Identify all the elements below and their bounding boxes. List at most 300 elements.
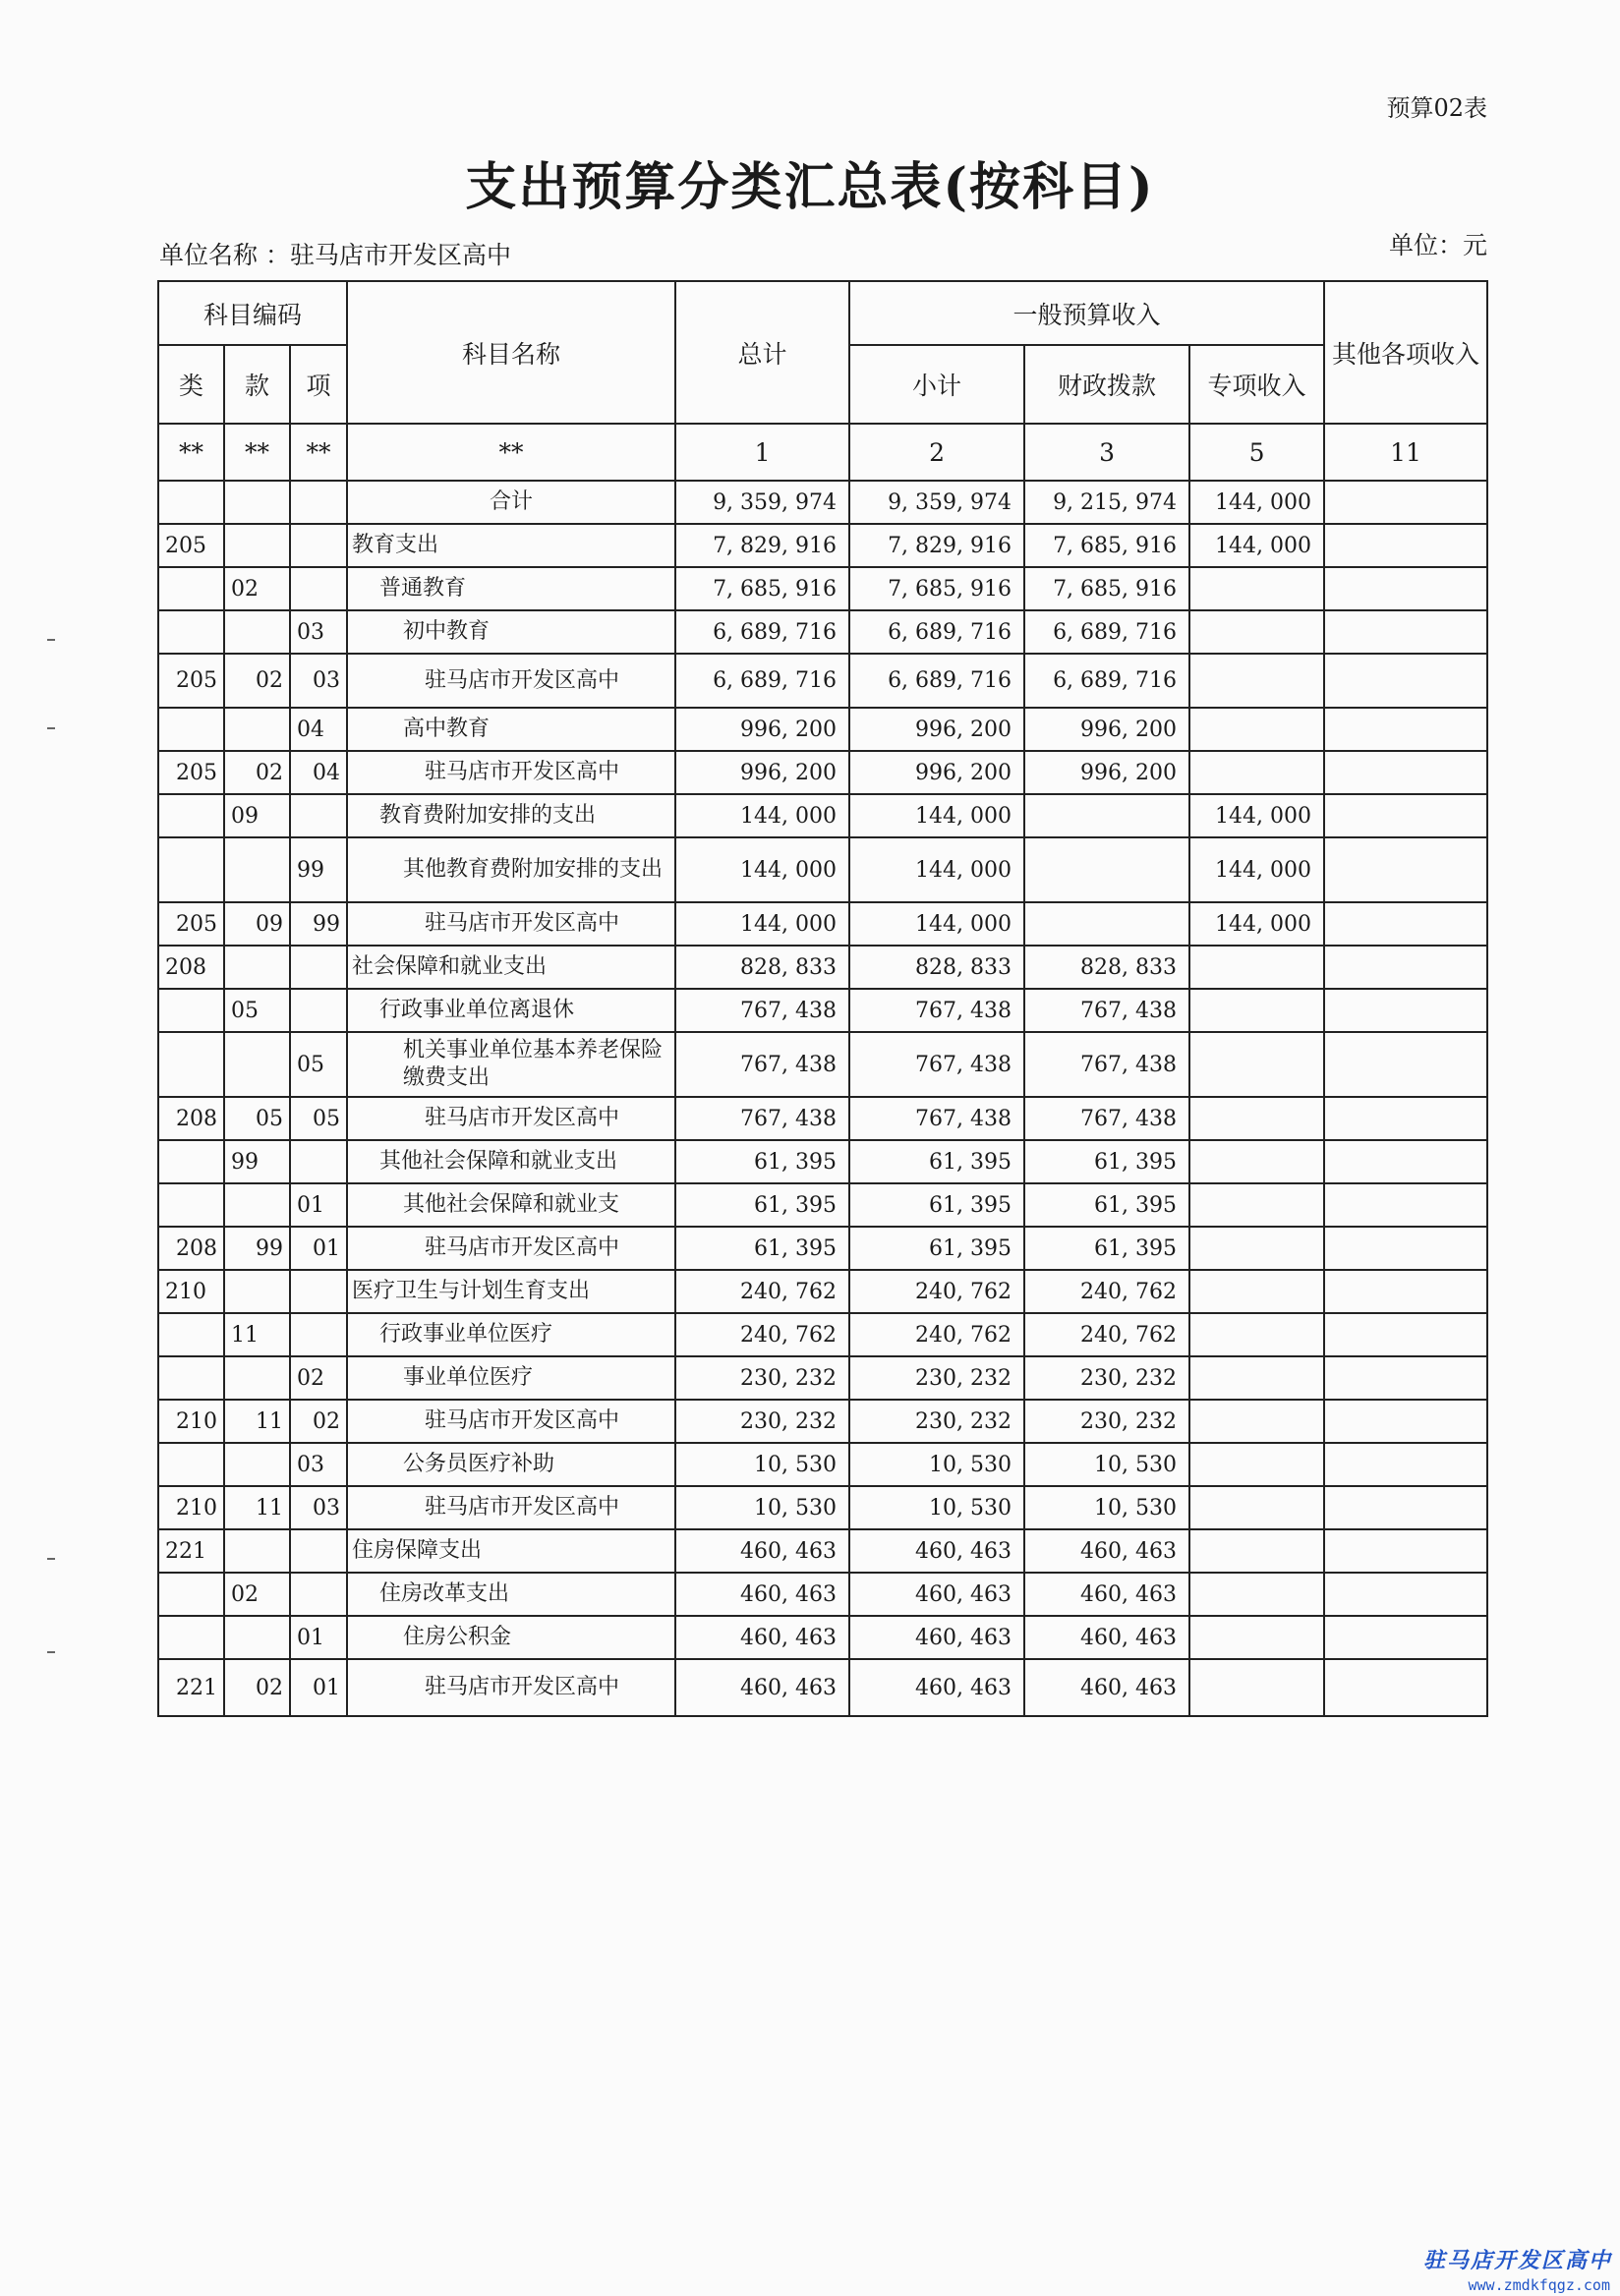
fiscal-cell xyxy=(1024,837,1189,902)
table-row xyxy=(158,837,1487,902)
table-row xyxy=(158,1573,1487,1616)
code-kuan-cell xyxy=(224,481,290,524)
page-title: 支出预算分类汇总表(按科目) xyxy=(465,157,1155,217)
index-xiang: ** xyxy=(290,424,347,481)
code-kuan-cell: 02 xyxy=(224,1573,290,1616)
other-cell xyxy=(1324,989,1487,1032)
code-xiang-cell xyxy=(290,1573,347,1616)
subtotal-cell: 10, 530 xyxy=(849,1443,1024,1486)
special-cell xyxy=(1189,1443,1324,1486)
subtotal-cell: 144, 000 xyxy=(849,837,1024,902)
header-total: 总计 xyxy=(675,281,849,424)
total-cell: 460, 463 xyxy=(675,1573,849,1616)
table-row xyxy=(158,1529,1487,1573)
code-lei-cell xyxy=(158,1443,224,1486)
special-cell xyxy=(1189,1140,1324,1183)
code-xiang-cell xyxy=(290,567,347,610)
header-xiang: 项 xyxy=(290,345,347,424)
header-name: 科目名称 xyxy=(347,281,675,424)
fiscal-cell: 10, 530 xyxy=(1024,1486,1189,1529)
table-row xyxy=(158,610,1487,654)
subject-name-cell: 住房保障支出 xyxy=(347,1529,675,1573)
code-kuan-cell xyxy=(224,1529,290,1573)
special-cell xyxy=(1189,1356,1324,1400)
subject-name-cell: 机关事业单位基本养老保险缴费支出 xyxy=(347,1032,675,1097)
code-xiang-cell xyxy=(290,1140,347,1183)
code-kuan-cell xyxy=(224,1270,290,1313)
code-lei-cell: 208 xyxy=(158,946,224,989)
special-cell xyxy=(1189,1616,1324,1659)
special-cell xyxy=(1189,610,1324,654)
other-cell xyxy=(1324,524,1487,567)
header-fiscal: 财政拨款 xyxy=(1024,345,1189,424)
code-xiang-cell: 02 xyxy=(290,1400,347,1443)
subtotal-cell: 460, 463 xyxy=(849,1573,1024,1616)
total-cell: 230, 232 xyxy=(675,1400,849,1443)
index-kuan: ** xyxy=(224,424,290,481)
code-kuan-cell xyxy=(224,1443,290,1486)
other-cell xyxy=(1324,1573,1487,1616)
scan-mark xyxy=(47,1558,55,1560)
table-row xyxy=(158,524,1487,567)
subject-name-cell: 其他社会保障和就业支 xyxy=(347,1183,675,1227)
total-cell: 10, 530 xyxy=(675,1443,849,1486)
code-xiang-cell: 04 xyxy=(290,751,347,794)
code-lei-cell xyxy=(158,1313,224,1356)
total-cell: 767, 438 xyxy=(675,1032,849,1097)
code-xiang-cell xyxy=(290,524,347,567)
code-xiang-cell xyxy=(290,1529,347,1573)
other-cell xyxy=(1324,902,1487,946)
code-lei-cell: 205 xyxy=(158,751,224,794)
code-xiang-cell: 99 xyxy=(290,837,347,902)
subject-name-cell: 普通教育 xyxy=(347,567,675,610)
code-xiang-cell: 03 xyxy=(290,1486,347,1529)
fiscal-cell: 767, 438 xyxy=(1024,1032,1189,1097)
other-cell xyxy=(1324,1032,1487,1097)
code-xiang-cell xyxy=(290,946,347,989)
subject-name-cell: 初中教育 xyxy=(347,610,675,654)
subject-name-cell: 高中教育 xyxy=(347,708,675,751)
code-xiang-cell: 05 xyxy=(290,1097,347,1140)
other-cell xyxy=(1324,654,1487,708)
subtotal-cell: 460, 463 xyxy=(849,1616,1024,1659)
code-xiang-cell: 01 xyxy=(290,1183,347,1227)
code-kuan-cell: 02 xyxy=(224,751,290,794)
code-kuan-cell xyxy=(224,708,290,751)
code-lei-cell: 208 xyxy=(158,1227,224,1270)
other-cell xyxy=(1324,708,1487,751)
fiscal-cell: 996, 200 xyxy=(1024,708,1189,751)
header-subtotal: 小计 xyxy=(849,345,1024,424)
code-xiang-cell xyxy=(290,989,347,1032)
subtotal-cell: 240, 762 xyxy=(849,1270,1024,1313)
total-cell: 460, 463 xyxy=(675,1616,849,1659)
table-row xyxy=(158,989,1487,1032)
code-lei-cell xyxy=(158,481,224,524)
special-cell xyxy=(1189,1270,1324,1313)
total-cell: 767, 438 xyxy=(675,989,849,1032)
code-xiang-cell xyxy=(290,1270,347,1313)
table-row xyxy=(158,1486,1487,1529)
other-cell xyxy=(1324,567,1487,610)
special-cell xyxy=(1189,946,1324,989)
total-cell: 61, 395 xyxy=(675,1140,849,1183)
total-cell: 7, 829, 916 xyxy=(675,524,849,567)
subtotal-cell: 460, 463 xyxy=(849,1659,1024,1716)
subtotal-cell: 61, 395 xyxy=(849,1183,1024,1227)
subject-name-cell: 行政事业单位离退休 xyxy=(347,989,675,1032)
table-row xyxy=(158,751,1487,794)
code-lei-cell: 210 xyxy=(158,1400,224,1443)
subtotal-cell: 996, 200 xyxy=(849,708,1024,751)
other-cell xyxy=(1324,1227,1487,1270)
index-special: 5 xyxy=(1189,424,1324,481)
fiscal-cell: 9, 215, 974 xyxy=(1024,481,1189,524)
other-cell xyxy=(1324,1529,1487,1573)
special-cell xyxy=(1189,654,1324,708)
code-kuan-cell: 11 xyxy=(224,1486,290,1529)
code-lei-cell: 208 xyxy=(158,1097,224,1140)
subtotal-cell: 6, 689, 716 xyxy=(849,654,1024,708)
special-cell xyxy=(1189,1659,1324,1716)
table-row xyxy=(158,1032,1487,1097)
total-cell: 6, 689, 716 xyxy=(675,654,849,708)
table-row xyxy=(158,1356,1487,1400)
scan-mark xyxy=(47,639,55,641)
table-row xyxy=(158,567,1487,610)
code-kuan-cell xyxy=(224,1356,290,1400)
fiscal-cell xyxy=(1024,794,1189,837)
index-name: ** xyxy=(347,424,675,481)
subject-name-cell: 驻马店市开发区高中 xyxy=(347,1400,675,1443)
table-row xyxy=(158,1443,1487,1486)
code-lei-cell xyxy=(158,708,224,751)
code-xiang-cell: 01 xyxy=(290,1616,347,1659)
other-cell xyxy=(1324,1313,1487,1356)
code-kuan-cell: 09 xyxy=(224,902,290,946)
fiscal-cell: 61, 395 xyxy=(1024,1183,1189,1227)
total-cell: 10, 530 xyxy=(675,1486,849,1529)
scan-mark xyxy=(47,727,55,729)
subject-name-cell: 住房公积金 xyxy=(347,1616,675,1659)
code-kuan-cell xyxy=(224,1616,290,1659)
fiscal-cell: 460, 463 xyxy=(1024,1529,1189,1573)
subject-name-cell: 教育费附加安排的支出 xyxy=(347,794,675,837)
header-special: 专项收入 xyxy=(1189,345,1324,424)
fiscal-cell: 230, 232 xyxy=(1024,1400,1189,1443)
special-cell xyxy=(1189,1313,1324,1356)
special-cell xyxy=(1189,1227,1324,1270)
subtotal-cell: 767, 438 xyxy=(849,1097,1024,1140)
other-cell xyxy=(1324,1616,1487,1659)
subtotal-cell: 828, 833 xyxy=(849,946,1024,989)
subject-name-cell: 合计 xyxy=(347,481,675,524)
code-kuan-cell: 05 xyxy=(224,1097,290,1140)
other-cell xyxy=(1324,837,1487,902)
code-kuan-cell xyxy=(224,1032,290,1097)
code-lei-cell xyxy=(158,794,224,837)
total-cell: 460, 463 xyxy=(675,1659,849,1716)
subject-name-cell: 公务员医疗补助 xyxy=(347,1443,675,1486)
code-lei-cell: 210 xyxy=(158,1270,224,1313)
code-xiang-cell: 01 xyxy=(290,1227,347,1270)
subtotal-cell: 7, 685, 916 xyxy=(849,567,1024,610)
fiscal-cell: 6, 689, 716 xyxy=(1024,654,1189,708)
fiscal-cell: 61, 395 xyxy=(1024,1227,1189,1270)
header-general: 一般预算收入 xyxy=(849,281,1324,345)
subject-name-cell: 其他教育费附加安排的支出 xyxy=(347,837,675,902)
code-xiang-cell: 03 xyxy=(290,610,347,654)
table-row xyxy=(158,481,1487,524)
other-cell xyxy=(1324,946,1487,989)
subject-name-cell: 驻马店市开发区高中 xyxy=(347,1097,675,1140)
code-lei-cell xyxy=(158,1140,224,1183)
code-kuan-cell: 05 xyxy=(224,989,290,1032)
other-cell xyxy=(1324,610,1487,654)
currency-unit: 单位：元 xyxy=(1388,231,1487,259)
code-kuan-cell: 11 xyxy=(224,1313,290,1356)
other-cell xyxy=(1324,794,1487,837)
total-cell: 460, 463 xyxy=(675,1529,849,1573)
total-cell: 240, 762 xyxy=(675,1270,849,1313)
subtotal-cell: 767, 438 xyxy=(849,1032,1024,1097)
code-xiang-cell: 03 xyxy=(290,654,347,708)
code-xiang-cell xyxy=(290,794,347,837)
table-row xyxy=(158,1659,1487,1716)
subject-name-cell: 行政事业单位医疗 xyxy=(347,1313,675,1356)
total-cell: 9, 359, 974 xyxy=(675,481,849,524)
subject-name-cell: 住房改革支出 xyxy=(347,1573,675,1616)
special-cell xyxy=(1189,1529,1324,1573)
special-cell xyxy=(1189,1400,1324,1443)
code-xiang-cell xyxy=(290,481,347,524)
subtotal-cell: 61, 395 xyxy=(849,1227,1024,1270)
subject-name-cell: 驻马店市开发区高中 xyxy=(347,902,675,946)
code-kuan-cell: 11 xyxy=(224,1400,290,1443)
table-row xyxy=(158,946,1487,989)
code-lei-cell xyxy=(158,1356,224,1400)
subject-name-cell: 驻马店市开发区高中 xyxy=(347,1659,675,1716)
fiscal-cell: 996, 200 xyxy=(1024,751,1189,794)
code-kuan-cell: 02 xyxy=(224,567,290,610)
table-row xyxy=(158,1270,1487,1313)
other-cell xyxy=(1324,481,1487,524)
fiscal-cell: 7, 685, 916 xyxy=(1024,524,1189,567)
index-other: 11 xyxy=(1324,424,1487,481)
school-url: www.zmdkfqgz.com xyxy=(1468,2276,1610,2294)
special-cell: 144, 000 xyxy=(1189,481,1324,524)
code-xiang-cell: 02 xyxy=(290,1356,347,1400)
code-kuan-cell: 99 xyxy=(224,1227,290,1270)
special-cell xyxy=(1189,1486,1324,1529)
code-xiang-cell: 99 xyxy=(290,902,347,946)
total-cell: 230, 232 xyxy=(675,1356,849,1400)
other-cell xyxy=(1324,1097,1487,1140)
code-xiang-cell xyxy=(290,1313,347,1356)
code-lei-cell: 221 xyxy=(158,1659,224,1716)
form-number: 预算02表 xyxy=(1386,94,1487,122)
total-cell: 240, 762 xyxy=(675,1313,849,1356)
code-lei-cell xyxy=(158,837,224,902)
subtotal-cell: 460, 463 xyxy=(849,1529,1024,1573)
header-code: 科目编码 xyxy=(158,281,347,345)
special-cell xyxy=(1189,989,1324,1032)
code-kuan-cell: 02 xyxy=(224,654,290,708)
code-lei-cell xyxy=(158,1183,224,1227)
code-kuan-cell: 02 xyxy=(224,1659,290,1716)
code-xiang-cell: 03 xyxy=(290,1443,347,1486)
fiscal-cell: 460, 463 xyxy=(1024,1616,1189,1659)
total-cell: 996, 200 xyxy=(675,708,849,751)
subject-name-cell: 其他社会保障和就业支出 xyxy=(347,1140,675,1183)
subject-name-cell: 社会保障和就业支出 xyxy=(347,946,675,989)
total-cell: 61, 395 xyxy=(675,1183,849,1227)
code-lei-cell: 205 xyxy=(158,654,224,708)
code-lei-cell: 205 xyxy=(158,524,224,567)
other-cell xyxy=(1324,1659,1487,1716)
fiscal-cell: 240, 762 xyxy=(1024,1270,1189,1313)
other-cell xyxy=(1324,1443,1487,1486)
table-row xyxy=(158,1616,1487,1659)
code-xiang-cell: 05 xyxy=(290,1032,347,1097)
subject-name-cell: 医疗卫生与计划生育支出 xyxy=(347,1270,675,1313)
subtotal-cell: 61, 395 xyxy=(849,1140,1024,1183)
special-cell xyxy=(1189,708,1324,751)
special-cell xyxy=(1189,1573,1324,1616)
table-row xyxy=(158,1227,1487,1270)
special-cell xyxy=(1189,567,1324,610)
subject-name-cell: 驻马店市开发区高中 xyxy=(347,1227,675,1270)
special-cell: 144, 000 xyxy=(1189,524,1324,567)
fiscal-cell: 460, 463 xyxy=(1024,1659,1189,1716)
other-cell xyxy=(1324,1183,1487,1227)
other-cell xyxy=(1324,1400,1487,1443)
header-other: 其他各项收入 xyxy=(1324,281,1487,424)
fiscal-cell: 767, 438 xyxy=(1024,1097,1189,1140)
unit-name: 单位名称 ：驻马店市开发区高中 xyxy=(159,241,511,269)
fiscal-cell: 240, 762 xyxy=(1024,1313,1189,1356)
code-lei-cell xyxy=(158,1573,224,1616)
other-cell xyxy=(1324,1486,1487,1529)
fiscal-cell xyxy=(1024,902,1189,946)
subtotal-cell: 7, 829, 916 xyxy=(849,524,1024,567)
subtotal-cell: 144, 000 xyxy=(849,902,1024,946)
fiscal-cell: 460, 463 xyxy=(1024,1573,1189,1616)
subtotal-cell: 10, 530 xyxy=(849,1486,1024,1529)
total-cell: 828, 833 xyxy=(675,946,849,989)
fiscal-cell: 767, 438 xyxy=(1024,989,1189,1032)
index-fiscal: 3 xyxy=(1024,424,1189,481)
special-cell xyxy=(1189,1183,1324,1227)
fiscal-cell: 7, 685, 916 xyxy=(1024,567,1189,610)
code-lei-cell xyxy=(158,567,224,610)
fiscal-cell: 61, 395 xyxy=(1024,1140,1189,1183)
code-kuan-cell xyxy=(224,610,290,654)
table-row xyxy=(158,708,1487,751)
code-lei-cell xyxy=(158,1032,224,1097)
other-cell xyxy=(1324,1140,1487,1183)
special-cell xyxy=(1189,1097,1324,1140)
subtotal-cell: 9, 359, 974 xyxy=(849,481,1024,524)
code-kuan-cell xyxy=(224,1183,290,1227)
total-cell: 767, 438 xyxy=(675,1097,849,1140)
table-row xyxy=(158,1140,1487,1183)
code-lei-cell xyxy=(158,610,224,654)
code-xiang-cell: 01 xyxy=(290,1659,347,1716)
table-row xyxy=(158,1097,1487,1140)
index-lei: ** xyxy=(158,424,224,481)
subject-name-cell: 驻马店市开发区高中 xyxy=(347,751,675,794)
subject-name-cell: 教育支出 xyxy=(347,524,675,567)
subtotal-cell: 230, 232 xyxy=(849,1400,1024,1443)
subject-name-cell: 驻马店市开发区高中 xyxy=(347,1486,675,1529)
table-row xyxy=(158,1183,1487,1227)
budget-table xyxy=(157,280,1488,1717)
table-row xyxy=(158,654,1487,708)
other-cell xyxy=(1324,1270,1487,1313)
scan-mark xyxy=(47,1651,55,1653)
subtotal-cell: 6, 689, 716 xyxy=(849,610,1024,654)
total-cell: 61, 395 xyxy=(675,1227,849,1270)
header-kuan: 款 xyxy=(224,345,290,424)
school-logo-text: 驻马店开发区高中 xyxy=(1422,2248,1612,2273)
fiscal-cell: 6, 689, 716 xyxy=(1024,610,1189,654)
subtotal-cell: 767, 438 xyxy=(849,989,1024,1032)
subtotal-cell: 996, 200 xyxy=(849,751,1024,794)
table-row xyxy=(158,1400,1487,1443)
code-kuan-cell xyxy=(224,524,290,567)
subtotal-cell: 144, 000 xyxy=(849,794,1024,837)
total-cell: 996, 200 xyxy=(675,751,849,794)
fiscal-cell: 230, 232 xyxy=(1024,1356,1189,1400)
table-row xyxy=(158,1313,1487,1356)
fiscal-cell: 828, 833 xyxy=(1024,946,1189,989)
fiscal-cell: 10, 530 xyxy=(1024,1443,1189,1486)
total-cell: 144, 000 xyxy=(675,794,849,837)
index-subtotal: 2 xyxy=(849,424,1024,481)
other-cell xyxy=(1324,1356,1487,1400)
table-row xyxy=(158,794,1487,837)
table-row xyxy=(158,902,1487,946)
code-xiang-cell: 04 xyxy=(290,708,347,751)
code-lei-cell xyxy=(158,989,224,1032)
code-kuan-cell xyxy=(224,946,290,989)
code-lei-cell: 221 xyxy=(158,1529,224,1573)
subtotal-cell: 230, 232 xyxy=(849,1356,1024,1400)
code-kuan-cell: 09 xyxy=(224,794,290,837)
special-cell: 144, 000 xyxy=(1189,902,1324,946)
total-cell: 7, 685, 916 xyxy=(675,567,849,610)
code-kuan-cell: 99 xyxy=(224,1140,290,1183)
subject-name-cell: 事业单位医疗 xyxy=(347,1356,675,1400)
index-total: 1 xyxy=(675,424,849,481)
subject-name-cell: 驻马店市开发区高中 xyxy=(347,654,675,708)
header-lei: 类 xyxy=(158,345,224,424)
subtotal-cell: 240, 762 xyxy=(849,1313,1024,1356)
code-kuan-cell xyxy=(224,837,290,902)
code-lei-cell xyxy=(158,1616,224,1659)
total-cell: 144, 000 xyxy=(675,902,849,946)
code-lei-cell: 210 xyxy=(158,1486,224,1529)
special-cell xyxy=(1189,751,1324,794)
special-cell xyxy=(1189,1032,1324,1097)
total-cell: 6, 689, 716 xyxy=(675,610,849,654)
other-cell xyxy=(1324,751,1487,794)
special-cell: 144, 000 xyxy=(1189,837,1324,902)
total-cell: 144, 000 xyxy=(675,837,849,902)
code-lei-cell: 205 xyxy=(158,902,224,946)
